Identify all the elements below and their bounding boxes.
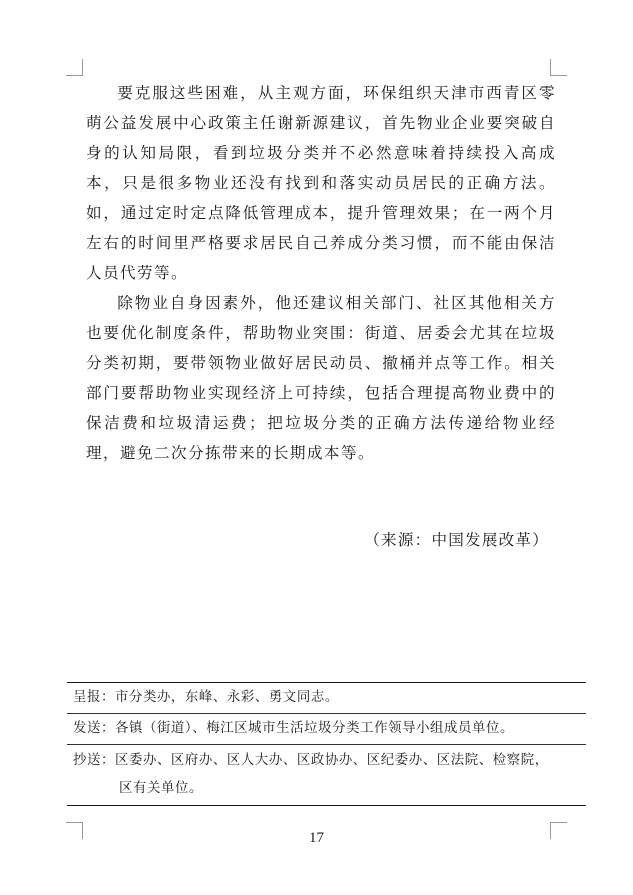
- crop-mark-top-left: [66, 59, 83, 76]
- send-row: 发送：各镇（街道）、梅江区城市生活垃圾分类工作领导小组成员单位。: [67, 714, 586, 745]
- paragraph-1: 要克服这些困难，从主观方面，环保组织天津市西青区零萌公益发展中心政策主任谢新源建议，首先物业企业要突破自身的认知局限，看到垃圾分类并不必然意味着持续投入高成本，只是很多物业还没有找到和落实动员居民的正确方法。如，通过定时定点降低管理成本，提升管理效果；在一两个月左右的时间里严格要求居民自己养成分类习惯，而不能由保洁人员代劳等。: [86, 84, 556, 282]
- report-row: 呈报：市分类办，东峰、永彩、勇文同志。: [67, 683, 586, 714]
- cc-line-1: 抄送：区委办、区府办、区人大办、区政协办、区纪委办、区法院、检察院，: [73, 753, 549, 768]
- page-number: 17: [309, 830, 324, 846]
- crop-mark-top-right: [550, 59, 567, 76]
- source-attribution: （来源：中国发展改革）: [364, 531, 549, 549]
- paragraph-2: 除物业自身因素外，他还建议相关部门、社区其他相关方也要优化制度条件，帮助物业突围：街道、居委会尤其在垃圾分类初期，要带领物业做好居民动员、撤桶并点等工作。相关部门要帮助物业实现经济上可持续，包括合理提高物业费中的保洁费和垃圾清运费；把垃圾分类的正确方法传递给物业经理，避免二次分拣带来的长期成本等。: [86, 294, 556, 462]
- cc-row: [67, 745, 586, 805]
- body-text: [86, 78, 556, 468]
- distribution-table: [67, 682, 586, 806]
- cc-line-2: 区有关单位。: [119, 781, 203, 796]
